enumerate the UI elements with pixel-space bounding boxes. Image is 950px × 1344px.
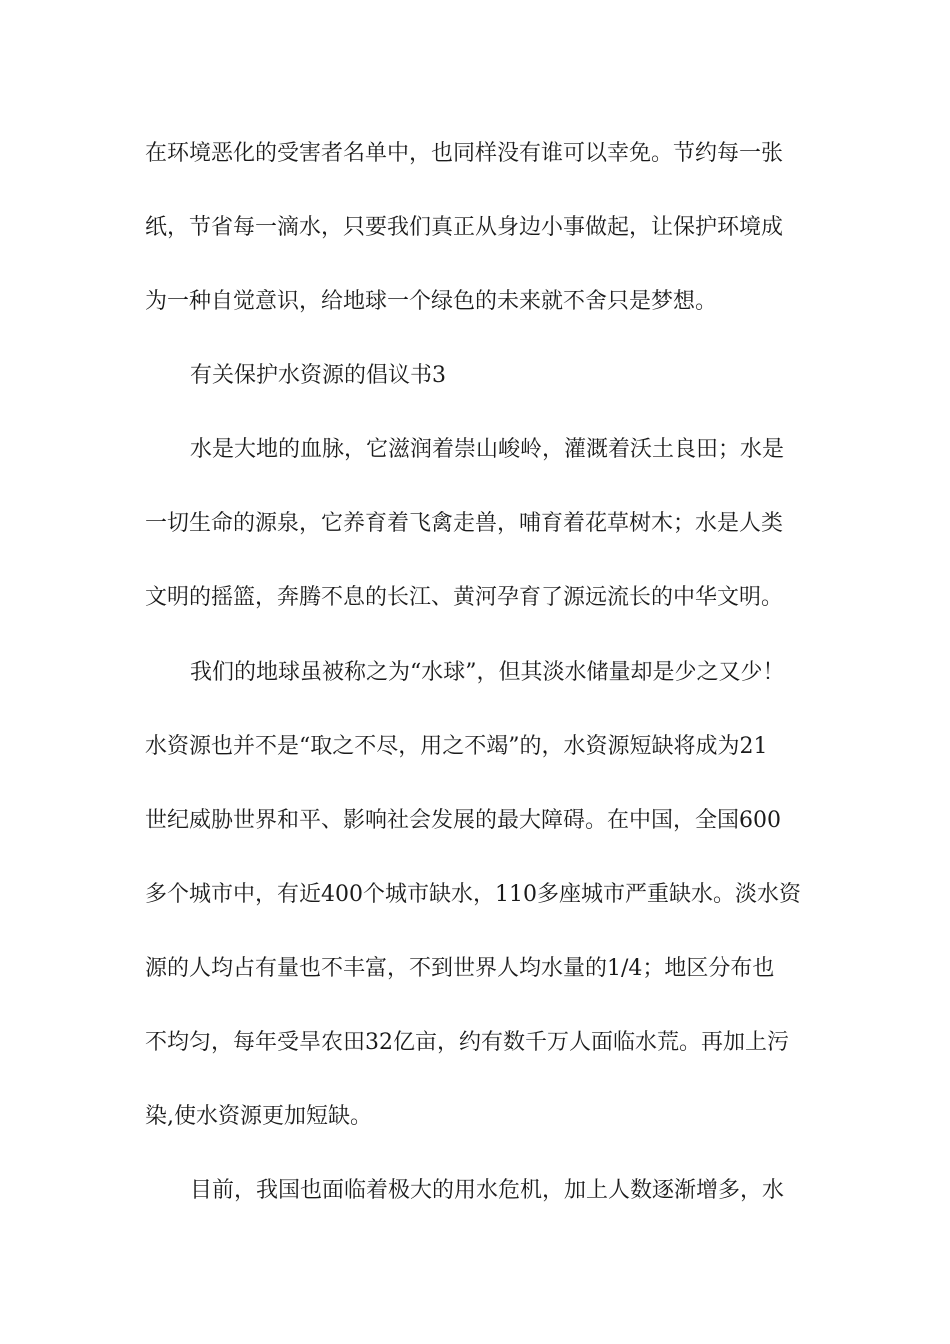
- text-line: 世纪威胁世界和平、影响社会发展的最大障碍。在中国，全国600: [145, 808, 781, 833]
- text-line: 一切生命的源泉，它养育着飞禽走兽，哺育着花草树木；水是人类: [145, 511, 784, 536]
- text-line: 染,使水资源更加短缺。: [145, 1104, 372, 1129]
- section-heading: 有关保护水资源的倡议书3: [190, 363, 446, 388]
- text-line: 水是大地的血脉，它滋润着崇山峻岭，灌溉着沃土良田；水是: [190, 437, 785, 462]
- text-line: 目前，我国也面临着极大的用水危机，加上人数逐渐增多，水: [190, 1178, 785, 1203]
- text-line: 多个城市中，有近400个城市缺水，110多座城市严重缺水。淡水资: [145, 882, 801, 907]
- text-line: 我们的地球虽被称之为“水球”，但其淡水储量却是少之又少！: [190, 660, 785, 685]
- text-line: 文明的摇篮，奔腾不息的长江、黄河孕育了源远流长的中华文明。: [145, 585, 784, 610]
- text-line: 源的人均占有量也不丰富，不到世界人均水量的1/4；地区分布也: [145, 956, 775, 981]
- text-line: 在环境恶化的受害者名单中，也同样没有谁可以幸免。节约每一张: [145, 141, 784, 166]
- text-line: 为一种自觉意识，给地球一个绿色的未来就不舍只是梦想。: [145, 289, 718, 314]
- text-line: 纸，节省每一滴水，只要我们真正从身边小事做起，让保护环境成: [145, 215, 784, 240]
- text-line: 不均匀，每年受旱农田32亿亩，约有数千万人面临水荒。再加上污: [145, 1030, 789, 1055]
- text-line: 水资源也并不是“取之不尽，用之不竭”的，水资源短缺将成为21: [145, 734, 768, 759]
